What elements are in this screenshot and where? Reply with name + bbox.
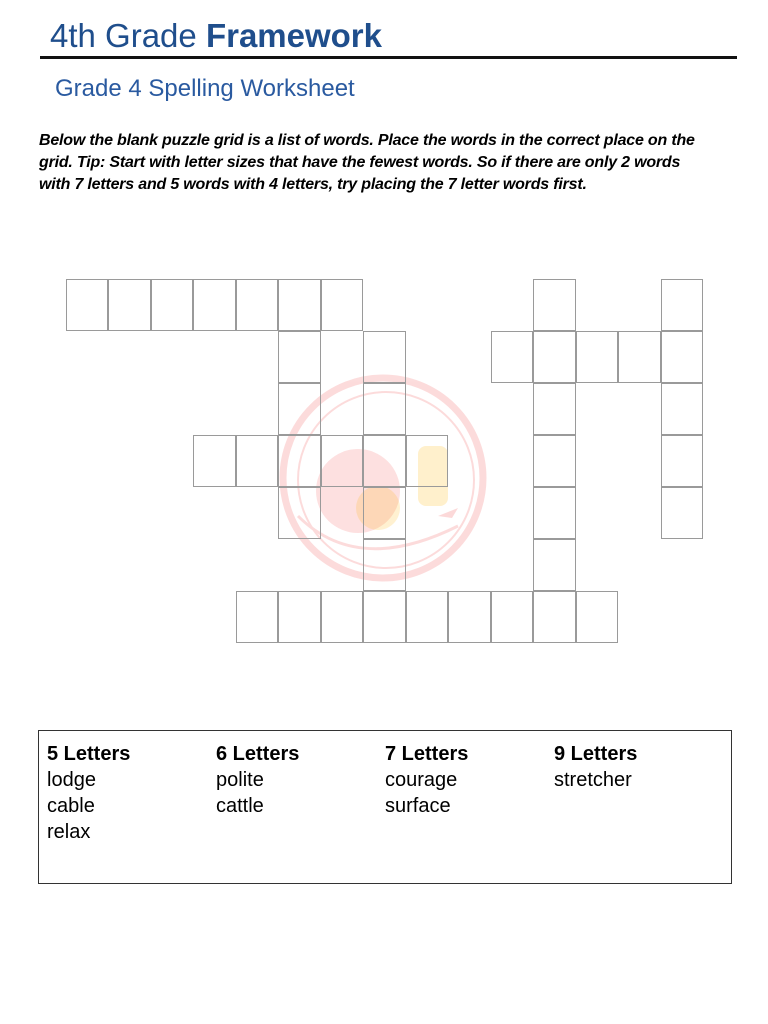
page-title (50, 14, 382, 58)
grid-cell[interactable] (661, 279, 704, 331)
grid-cell[interactable] (618, 331, 661, 383)
grid-cell[interactable] (533, 279, 576, 331)
grid-cell[interactable] (491, 331, 534, 383)
grid-cell[interactable] (576, 331, 619, 383)
grid-cell[interactable] (533, 487, 576, 539)
grid-cell[interactable] (193, 435, 236, 487)
grid-cell[interactable] (321, 435, 364, 487)
grid-cell[interactable] (533, 331, 576, 383)
word-item: polite (216, 769, 264, 791)
grid-cell[interactable] (278, 487, 321, 539)
grid-cell[interactable] (406, 591, 449, 643)
grid-cell[interactable] (533, 539, 576, 591)
word-list-box (38, 730, 732, 884)
grid-cell[interactable] (321, 591, 364, 643)
grid-cell[interactable] (363, 435, 406, 487)
grid-cell[interactable] (533, 591, 576, 643)
grid-cell[interactable] (406, 435, 449, 487)
instructions-text: Below the blank puzzle grid is a list of words. Place the words in the correct place on the grid. Tip: Start with letter sizes that have the fewest words. So if there are only 2 words with 7 letters and 5 words with 4 letters, try placing the 7 letter words first. (39, 132, 695, 193)
grid-cell[interactable] (278, 383, 321, 435)
grid-cell[interactable] (491, 591, 534, 643)
word-item: courage (385, 769, 458, 791)
grid-cell[interactable] (533, 435, 576, 487)
grid-cell[interactable] (193, 279, 236, 331)
word-item: relax (47, 821, 91, 843)
grid-cell[interactable] (661, 487, 704, 539)
word-item: lodge (47, 769, 96, 791)
word-item: cattle (216, 795, 264, 817)
header-divider (40, 56, 737, 59)
grid-cell[interactable] (66, 279, 109, 331)
grid-cell[interactable] (363, 383, 406, 435)
grid-cell[interactable] (661, 331, 704, 383)
word-item: surface (385, 795, 451, 817)
grid-cell[interactable] (236, 591, 279, 643)
grid-cell[interactable] (321, 279, 364, 331)
column-heading: 7 Letters (385, 743, 469, 765)
column-heading: 9 Letters (554, 743, 638, 765)
grid-cell[interactable] (278, 279, 321, 331)
grid-cell[interactable] (363, 539, 406, 591)
column-heading: 6 Letters (216, 743, 300, 765)
grid-cell[interactable] (448, 591, 491, 643)
grid-cell[interactable] (533, 383, 576, 435)
grid-cell[interactable] (363, 331, 406, 383)
grid-cell[interactable] (661, 383, 704, 435)
column-heading: 5 Letters (47, 743, 131, 765)
grid-cell[interactable] (278, 331, 321, 383)
grid-cell[interactable] (236, 279, 279, 331)
word-item: stretcher (554, 769, 632, 791)
grid-cell[interactable] (151, 279, 194, 331)
grid-cell[interactable] (108, 279, 151, 331)
word-column-5-letters (47, 741, 212, 845)
word-item: cable (47, 795, 95, 817)
word-column-9-letters (554, 741, 719, 793)
word-column-6-letters (216, 741, 381, 819)
word-column-7-letters (385, 741, 550, 819)
title-grade: 4th Grade (50, 17, 206, 54)
grid-cell[interactable] (278, 591, 321, 643)
title-framework: Framework (205, 17, 383, 54)
grid-cell[interactable] (363, 591, 406, 643)
grid-cell[interactable] (363, 487, 406, 539)
worksheet-subtitle: Grade 4 Spelling Worksheet (55, 75, 355, 102)
grid-cell[interactable] (661, 435, 704, 487)
grid-cell[interactable] (576, 591, 619, 643)
grid-cell[interactable] (278, 435, 321, 487)
grid-cell[interactable] (236, 435, 279, 487)
